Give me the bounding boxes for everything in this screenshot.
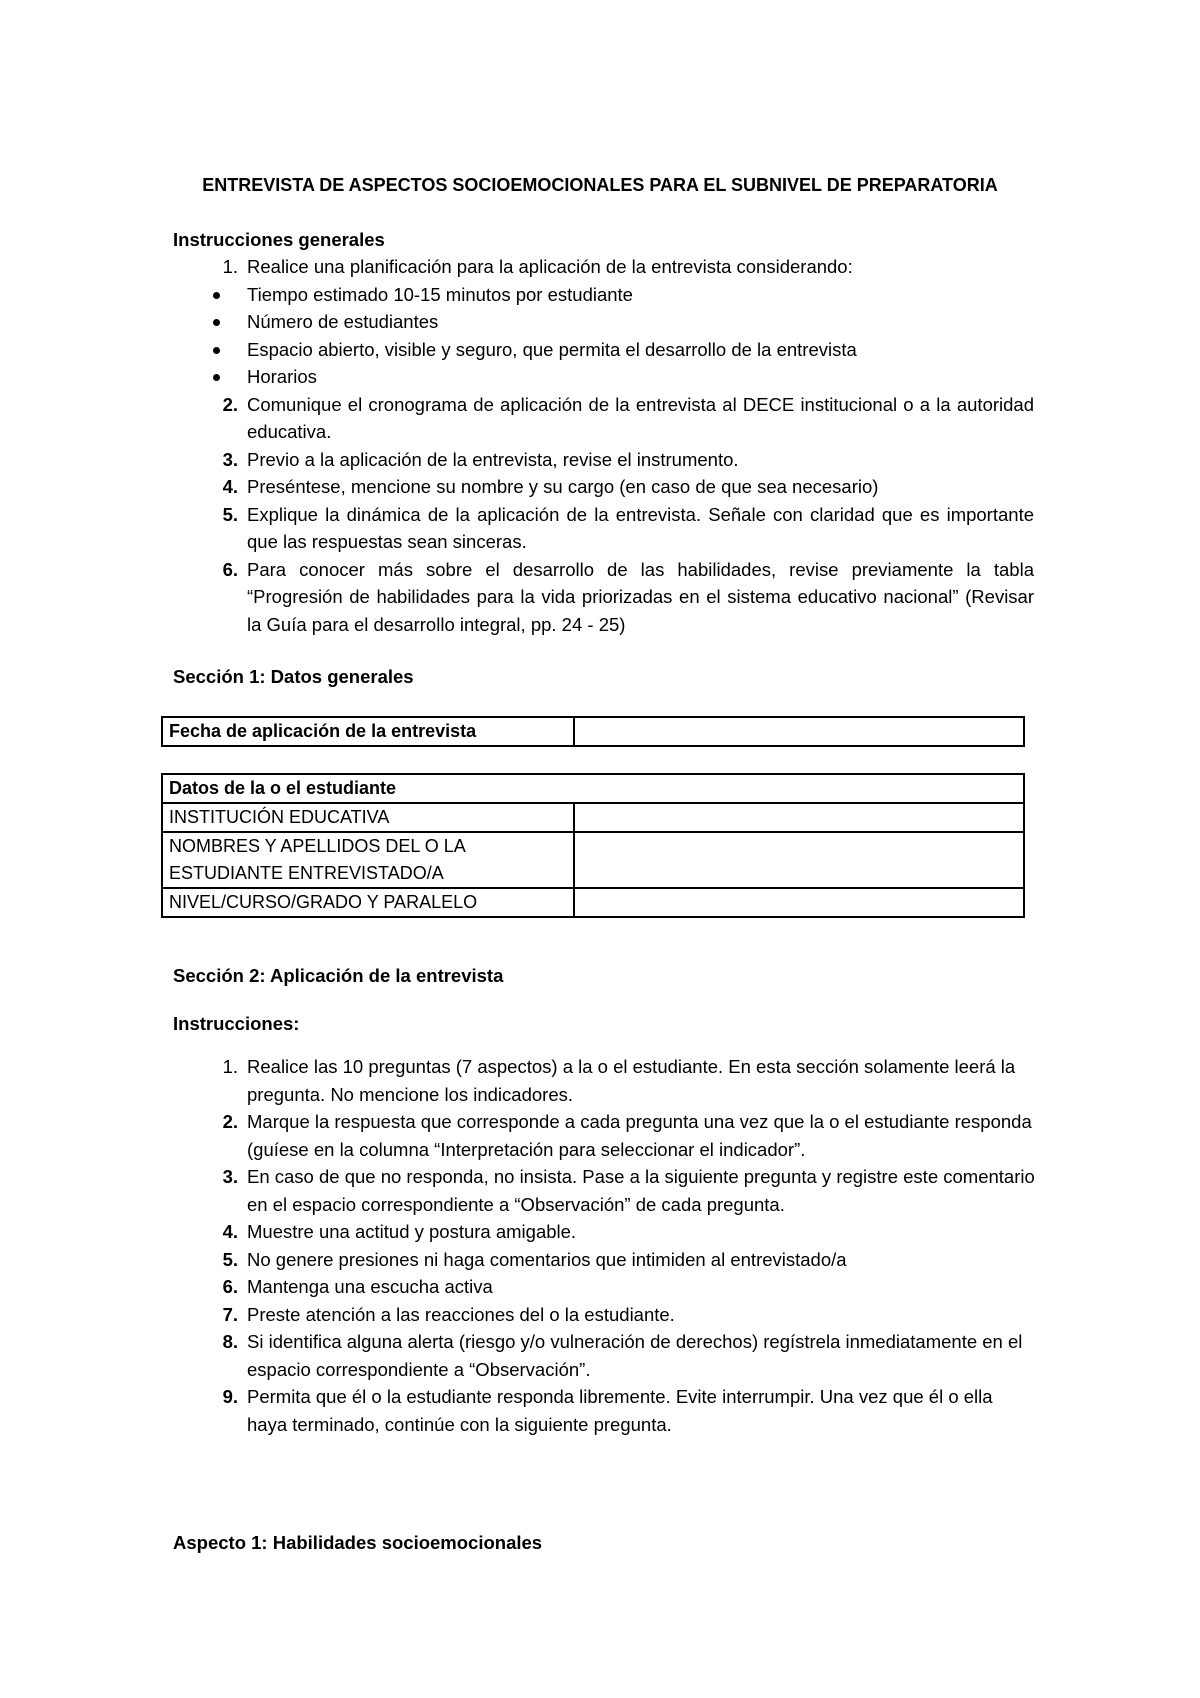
list-number: 6.	[222, 558, 238, 580]
list-text: Mantenga una escucha activa	[247, 1276, 493, 1297]
list-item	[222, 1246, 1037, 1274]
list-item	[222, 253, 1034, 391]
institution-field[interactable]	[574, 803, 1024, 832]
list-number: 2.	[222, 393, 238, 415]
bullet-item	[171, 281, 1034, 309]
list-item	[222, 1108, 1037, 1163]
list-text: Realice las 10 preguntas (7 aspectos) a la o el estudiante. En esta sección solamente leerá la pregunta. No mencione los indicadores.	[247, 1056, 1016, 1105]
list-number: 5.	[222, 1248, 238, 1270]
bullet-text: Horarios	[247, 366, 317, 387]
list-item	[222, 1301, 1037, 1329]
institution-label: INSTITUCIÓN EDUCATIVA	[162, 803, 574, 832]
student-name-label: NOMBRES Y APELLIDOS DEL O LA ESTUDIANTE ENTREVISTADO/A	[162, 832, 574, 888]
list-item	[222, 473, 1034, 501]
document-title: ENTREVISTA DE ASPECTOS SOCIOEMOCIONALES PARA EL SUBNIVEL DE PREPARATORIA	[202, 175, 998, 195]
list-number: 5.	[222, 503, 238, 525]
list-text: Realice una planificación para la aplicación de la entrevista considerando:	[247, 256, 853, 277]
section2-instructions-list	[222, 1053, 1037, 1438]
list-text: Preste atención a las reacciones del o la estudiante.	[247, 1303, 675, 1325]
list-item	[222, 1383, 1037, 1438]
list-number: 4.	[222, 1221, 238, 1242]
list-number: 8.	[222, 1331, 238, 1352]
list-item	[222, 391, 1034, 446]
bullet-icon	[213, 347, 220, 354]
bullet-item	[171, 308, 1034, 336]
list-number: 4.	[222, 476, 238, 497]
list-item	[222, 1218, 1037, 1246]
student-name-field[interactable]	[574, 832, 1024, 888]
list-item	[222, 446, 1034, 474]
table-row	[162, 803, 1024, 832]
section1-heading: Sección 1: Datos generales	[173, 666, 414, 687]
list-text: En caso de que no responda, no insista. Pase a la siguiente pregunta y registre este comentario en el espacio correspondiente a “Observación” de cada pregunta.	[247, 1166, 1035, 1215]
list-item	[222, 556, 1034, 639]
student-data-table	[161, 773, 1025, 918]
list-text: Preséntese, mencione su nombre y su cargo (en caso de que sea necesario)	[247, 476, 879, 497]
bullet-icon	[213, 319, 220, 326]
list-text: Explique la dinámica de la aplicación de la entrevista. Señale con claridad que es importante que las respuestas sean sinceras.	[247, 503, 1034, 552]
student-data-header: Datos de la o el estudiante	[162, 774, 1024, 803]
list-item	[222, 1053, 1037, 1108]
list-text: Comunique el cronograma de aplicación de la entrevista al DECE institucional o a la autoridad educativa.	[247, 393, 1034, 442]
list-number: 3.	[222, 448, 238, 470]
list-number: 9.	[222, 1386, 238, 1407]
table-header-row	[162, 774, 1024, 803]
bullet-text: Espacio abierto, visible y seguro, que permita el desarrollo de la entrevista	[247, 338, 857, 360]
list-number: 1.	[222, 1056, 238, 1077]
list-text: Para conocer más sobre el desarrollo de las habilidades, revise previamente la tabla “Progresión de habilidades para la vida priorizadas en el sistema educativo nacional” (Revisar la Guía para el desarrollo integral, pp. 24 - 25)	[247, 558, 1034, 635]
list-text: Marque la respuesta que corresponde a cada pregunta una vez que la o el estudiante responda (guíese en la columna “Interpretación para seleccionar el indicador”.	[247, 1111, 1032, 1160]
bullet-icon	[213, 374, 220, 381]
grade-field[interactable]	[574, 888, 1024, 917]
list-text: Si identifica alguna alerta (riesgo y/o vulneración de derechos) regístrela inmediatamente en el espacio correspondiente a “Observación”.	[247, 1331, 1023, 1380]
section2-instructions-heading: Instrucciones:	[173, 1013, 300, 1034]
bullet-item	[171, 336, 1034, 364]
list-text: Muestre una actitud y postura amigable.	[247, 1221, 577, 1242]
list-item	[222, 1163, 1037, 1218]
bullet-text: Tiempo estimado 10-15 minutos por estudiante	[247, 283, 633, 305]
section2-heading: Sección 2: Aplicación de la entrevista	[173, 965, 504, 986]
date-label: Fecha de aplicación de la entrevista	[162, 717, 574, 746]
table-row	[162, 888, 1024, 917]
table-row	[162, 832, 1024, 888]
date-table	[161, 716, 1025, 747]
aspect1-heading: Aspecto 1: Habilidades socioemocionales	[173, 1532, 543, 1553]
list-number: 6.	[222, 1276, 238, 1297]
bullet-list	[171, 281, 1034, 391]
list-item	[222, 1328, 1037, 1383]
list-number: 7.	[222, 1303, 238, 1325]
list-number: 3.	[222, 1166, 238, 1187]
table-row	[162, 717, 1024, 746]
general-instructions-list	[222, 253, 1034, 638]
list-item	[222, 501, 1034, 556]
date-field[interactable]	[574, 717, 1024, 746]
list-text: Permita que él o la estudiante responda libremente. Evite interrumpir. Una vez que él o ella haya terminado, continúe con la siguiente pregunta.	[247, 1386, 993, 1435]
grade-label: NIVEL/CURSO/GRADO Y PARALELO	[162, 888, 574, 917]
list-item	[222, 1273, 1037, 1301]
list-number: 2.	[222, 1111, 238, 1132]
general-instructions-heading: Instrucciones generales	[173, 229, 385, 250]
bullet-icon	[213, 292, 220, 299]
list-number: 1.	[222, 256, 238, 277]
list-text: No genere presiones ni haga comentarios que intimiden al entrevistado/a	[247, 1248, 847, 1270]
bullet-text: Número de estudiantes	[247, 311, 439, 332]
list-text: Previo a la aplicación de la entrevista, revise el instrumento.	[247, 448, 739, 470]
bullet-item	[171, 363, 1034, 391]
